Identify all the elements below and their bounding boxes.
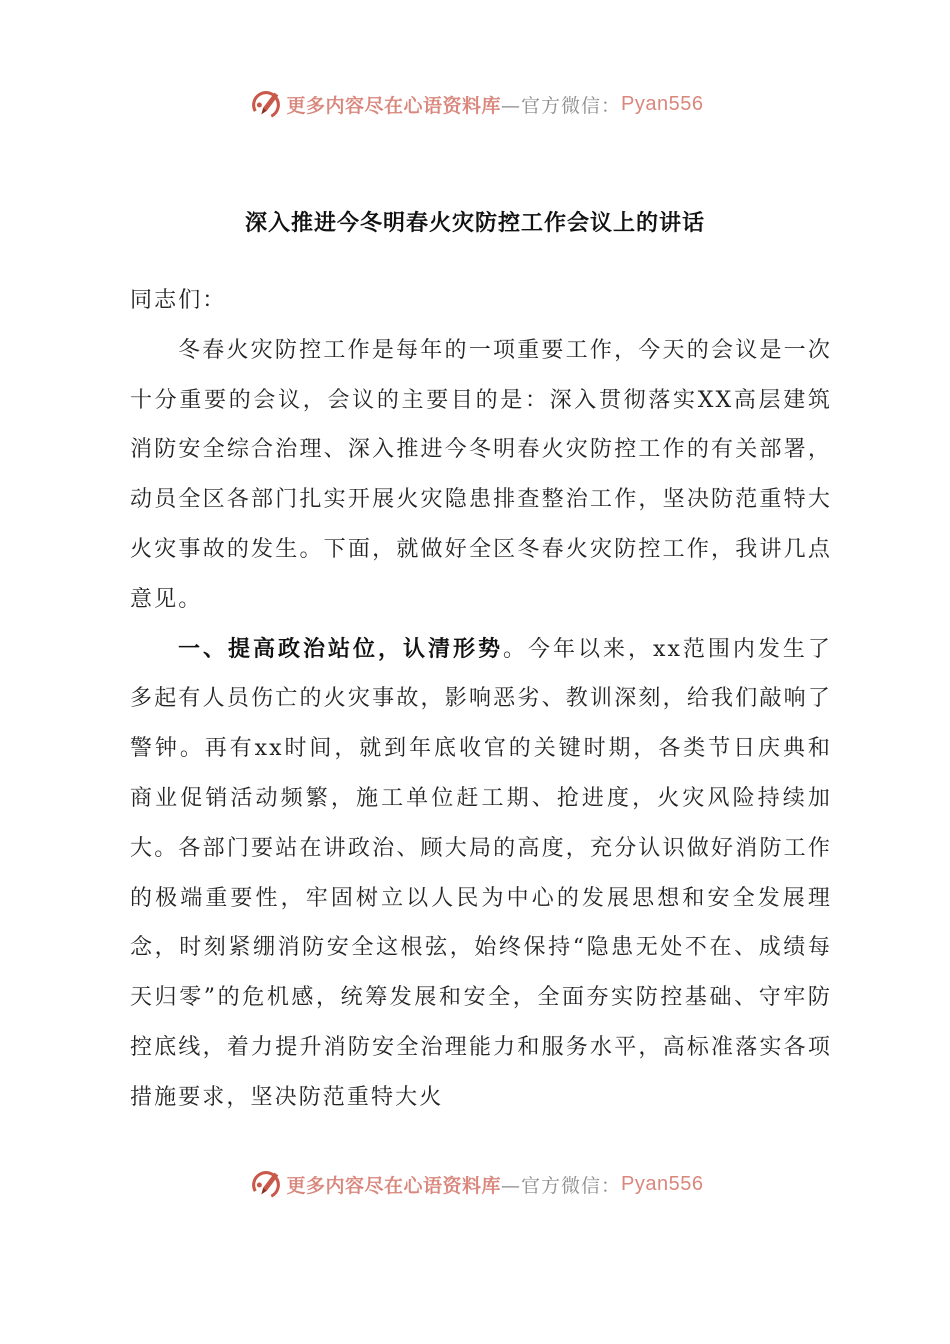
section-1-body: 。今年以来，xx范围内发生了多起有人员伤亡的火灾事故，影响恶劣、教训深刻，给我们敲响了警钟。再有xx时间，就到年底收官的关键时期，各类节日庆典和商业促销活动频繁，施工单位赶工期、抢进度，火灾风险持续加大。各部门要站在讲政治、顾大局的高度，充分认识做好消防工作的极端重要性，牢固树立以人民为中心的发展思想和安全发展理念，时刻紧绷消防安全这根弦，始终保持“隐患无处不在、成绩每天归零”的危机感，统筹发展和安全，全面夯实防控基础、守牢防控底线，着力提升消防安全治理能力和服务水平，高标准落实各项措施要求，坚决防范重特大火 <box>130 636 833 1110</box>
footer-watermark-banner <box>0 1164 950 1204</box>
watermark-main-text: 更多内容尽在心语资料库 <box>286 94 502 117</box>
document-title: 深入推进今冬明春火灾防控工作会议上的讲话 <box>244 210 705 236</box>
watermark-wechat-id: Pyan556 <box>621 92 704 115</box>
fountain-pen-logo-icon <box>247 85 285 123</box>
paragraph-section-1 <box>130 625 832 1123</box>
paragraph-intro: 冬春火灾防控工作是每年的一项重要工作，今天的会议是一次十分重要的会议，会议的主要目的是：深入贯彻落实XX高层建筑消防安全综合治理、深入推进今冬明春火灾防控工作的有关部署，动员全区各部门扎实开展火灾隐患排查整治工作，坚决防范重特大火灾事故的发生。下面，就做好全区冬春火灾防控工作，我讲几点意见。 <box>130 337 832 612</box>
watermark-sub-text: —官方微信： <box>501 1174 622 1197</box>
watermark-sub-text: —官方微信： <box>501 94 622 117</box>
fountain-pen-logo-icon <box>247 1165 285 1203</box>
salutation: 同志们： <box>130 288 227 313</box>
section-1-heading: 一、提高政治站位，认清形势 <box>178 635 503 662</box>
document-body <box>130 276 832 1123</box>
watermark-wechat-id: Pyan556 <box>621 1172 704 1195</box>
watermark-main-text: 更多内容尽在心语资料库 <box>286 1174 502 1197</box>
header-watermark-banner <box>0 84 950 124</box>
